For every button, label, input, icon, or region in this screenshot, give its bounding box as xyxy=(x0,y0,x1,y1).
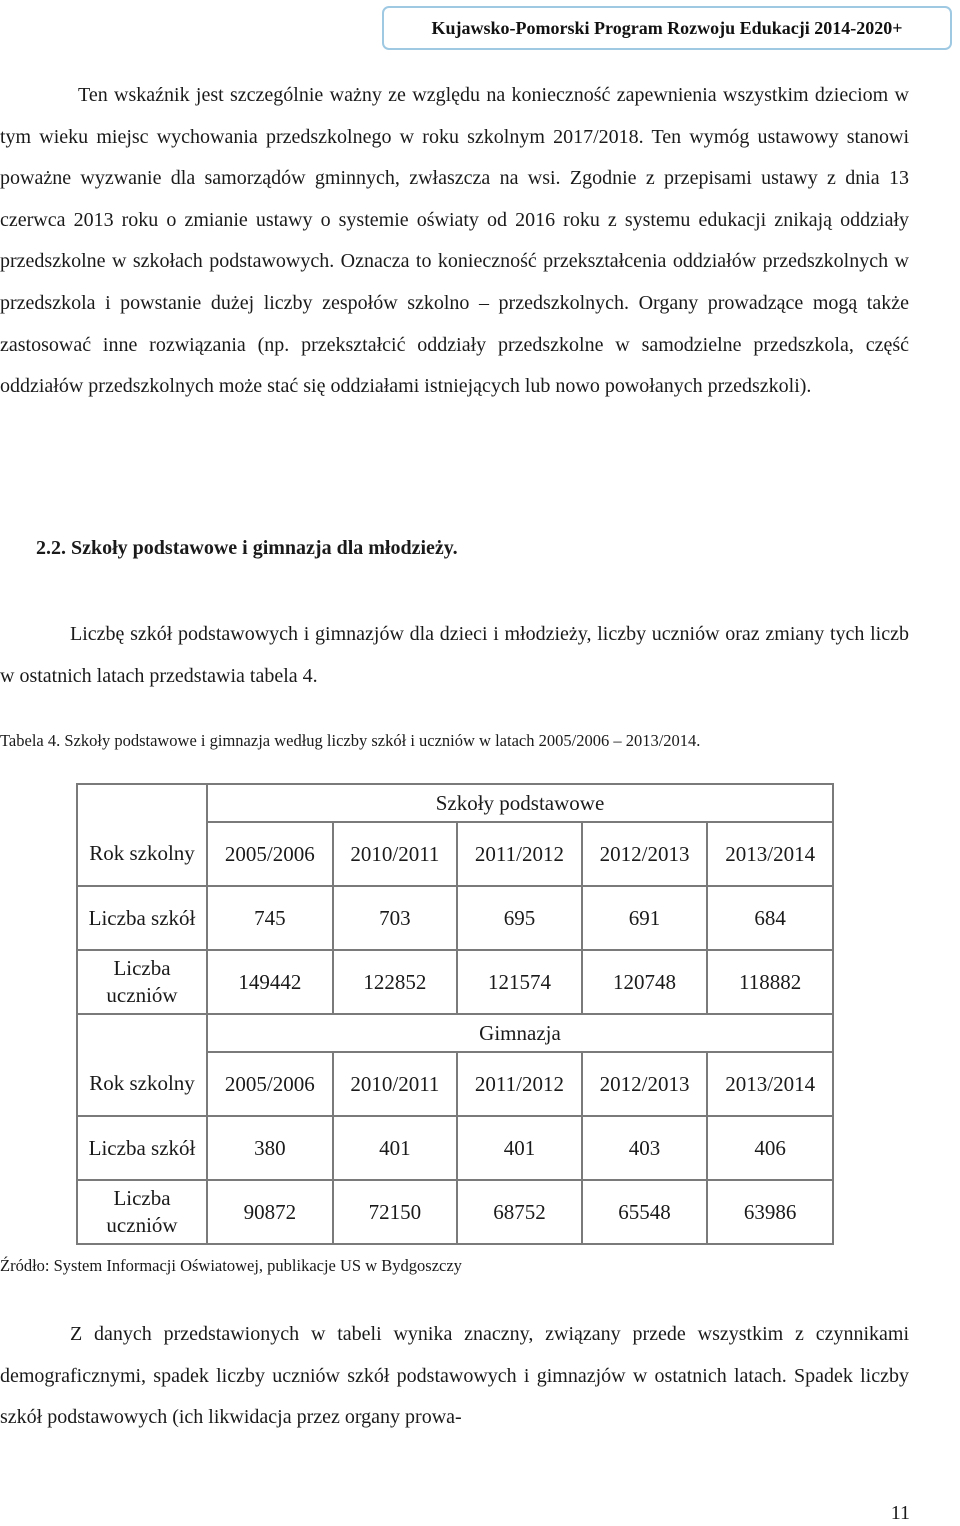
table-cell: 63986 xyxy=(707,1180,833,1244)
table-cell: 68752 xyxy=(457,1180,582,1244)
page-number: 11 xyxy=(890,1502,910,1524)
table-cell: 684 xyxy=(707,886,833,950)
table-cell: 2013/2014 xyxy=(707,822,833,886)
primary-section-title: Szkoły podstawowe xyxy=(207,784,833,822)
table-source-note: Źródło: System Informacji Oświatowej, publikacje US w Bydgoszczy xyxy=(0,1256,462,1275)
table-row xyxy=(77,1116,833,1180)
table-cell: 122852 xyxy=(333,950,458,1014)
schools-table xyxy=(76,783,834,1245)
row-label-students: Liczba uczniów xyxy=(77,950,207,1014)
table-cell: 2005/2006 xyxy=(207,822,333,886)
table-row xyxy=(77,950,833,1014)
table-cell: 149442 xyxy=(207,950,333,1014)
table-cell: 403 xyxy=(582,1116,708,1180)
row-label-year: Rok szkolny xyxy=(77,822,207,886)
table-caption: Tabela 4. Szkoły podstawowe i gimnazja według liczby szkół i uczniów w latach 2005/2006 – 2013/2014. xyxy=(0,731,701,750)
table-cell: 2012/2013 xyxy=(582,1052,708,1116)
table-cell: 2011/2012 xyxy=(457,1052,582,1116)
header-title: Kujawsko-Pomorski Program Rozwoju Edukacji 2014-2020+ xyxy=(431,17,903,38)
table-cell: 401 xyxy=(333,1116,458,1180)
document-header xyxy=(382,6,952,50)
row-label-year: Rok szkolny xyxy=(77,1052,207,1116)
table-corner-cell xyxy=(77,1014,207,1052)
paragraph-table-intro: Liczbę szkół podstawowych i gimnazjów dla dzieci i młodzieży, liczby uczniów oraz zmiany tych liczb w ostatnich latach przedstawia tabela 4. xyxy=(0,623,909,687)
table-cell: 2005/2006 xyxy=(207,1052,333,1116)
table-row xyxy=(77,822,833,886)
table-row xyxy=(77,1180,833,1244)
table-row xyxy=(77,886,833,950)
table-cell: 2010/2011 xyxy=(333,822,458,886)
table-cell: 121574 xyxy=(457,950,582,1014)
table-cell: 695 xyxy=(457,886,582,950)
row-label-schools: Liczba szkół xyxy=(77,1116,207,1180)
table-cell: 2013/2014 xyxy=(707,1052,833,1116)
table-cell: 118882 xyxy=(707,950,833,1014)
table-cell: 703 xyxy=(333,886,458,950)
table-cell: 2012/2013 xyxy=(582,822,708,886)
table-row xyxy=(77,1052,833,1116)
table-cell: 380 xyxy=(207,1116,333,1180)
table-cell: 2011/2012 xyxy=(457,822,582,886)
paragraph-conclusion: Z danych przedstawionych w tabeli wynika znaczny, związany przede wszystkim z czynnikami demograficznymi, spadek liczby uczniów szkół podstawowych i gimnazjów w ostatnich latach. Spadek liczby szkół podstawowych (ich likwidacja przez organy prowa- xyxy=(0,1323,909,1429)
table-cell: 120748 xyxy=(582,950,708,1014)
gymnasium-section-title: Gimnazja xyxy=(207,1014,833,1052)
table-cell: 691 xyxy=(582,886,708,950)
table-cell: 406 xyxy=(707,1116,833,1180)
table-cell: 65548 xyxy=(582,1180,708,1244)
row-label-students: Liczba uczniów xyxy=(77,1180,207,1244)
paragraph-preschool: Ten wskaźnik jest szczególnie ważny ze względu na konieczność zapewnienia wszystkim dzieciom w tym wieku miejsc wychowania przedszkolnego w roku szkolnym 2017/2018. Ten wymóg ustawowy stanowi poważne wyzwanie dla samorządów gminnych, zwłaszcza na wsi. Zgodnie z przepisami ustawy z dnia 13 czerwca 2013 roku o zmianie ustawy o systemie oświaty od 2016 roku z systemu edukacji znikają oddziały przedszkolne w szkołach podstawowych. Oznacza to konieczność przekształcenia oddziałów przedszkolnych w przedszkola i powstanie dużej liczby zespołów szkolno – przedszkolnych. Organy prowadzące mogą także zastosować inne rozwiązania (np. przekształcić oddziały przedszkolne w samodzielne przedszkola, część oddziałów przedszkolnych może stać się oddziałami istniejących lub nowo powołanych przedszkoli). xyxy=(0,84,909,398)
row-label-schools: Liczba szkół xyxy=(77,886,207,950)
section-heading: 2.2. Szkoły podstawowe i gimnazja dla młodzieży. xyxy=(36,537,458,559)
table-cell: 2010/2011 xyxy=(333,1052,458,1116)
table-cell: 90872 xyxy=(207,1180,333,1244)
table-cell: 401 xyxy=(457,1116,582,1180)
table-cell: 745 xyxy=(207,886,333,950)
table-cell: 72150 xyxy=(333,1180,458,1244)
table-corner-cell xyxy=(77,784,207,822)
